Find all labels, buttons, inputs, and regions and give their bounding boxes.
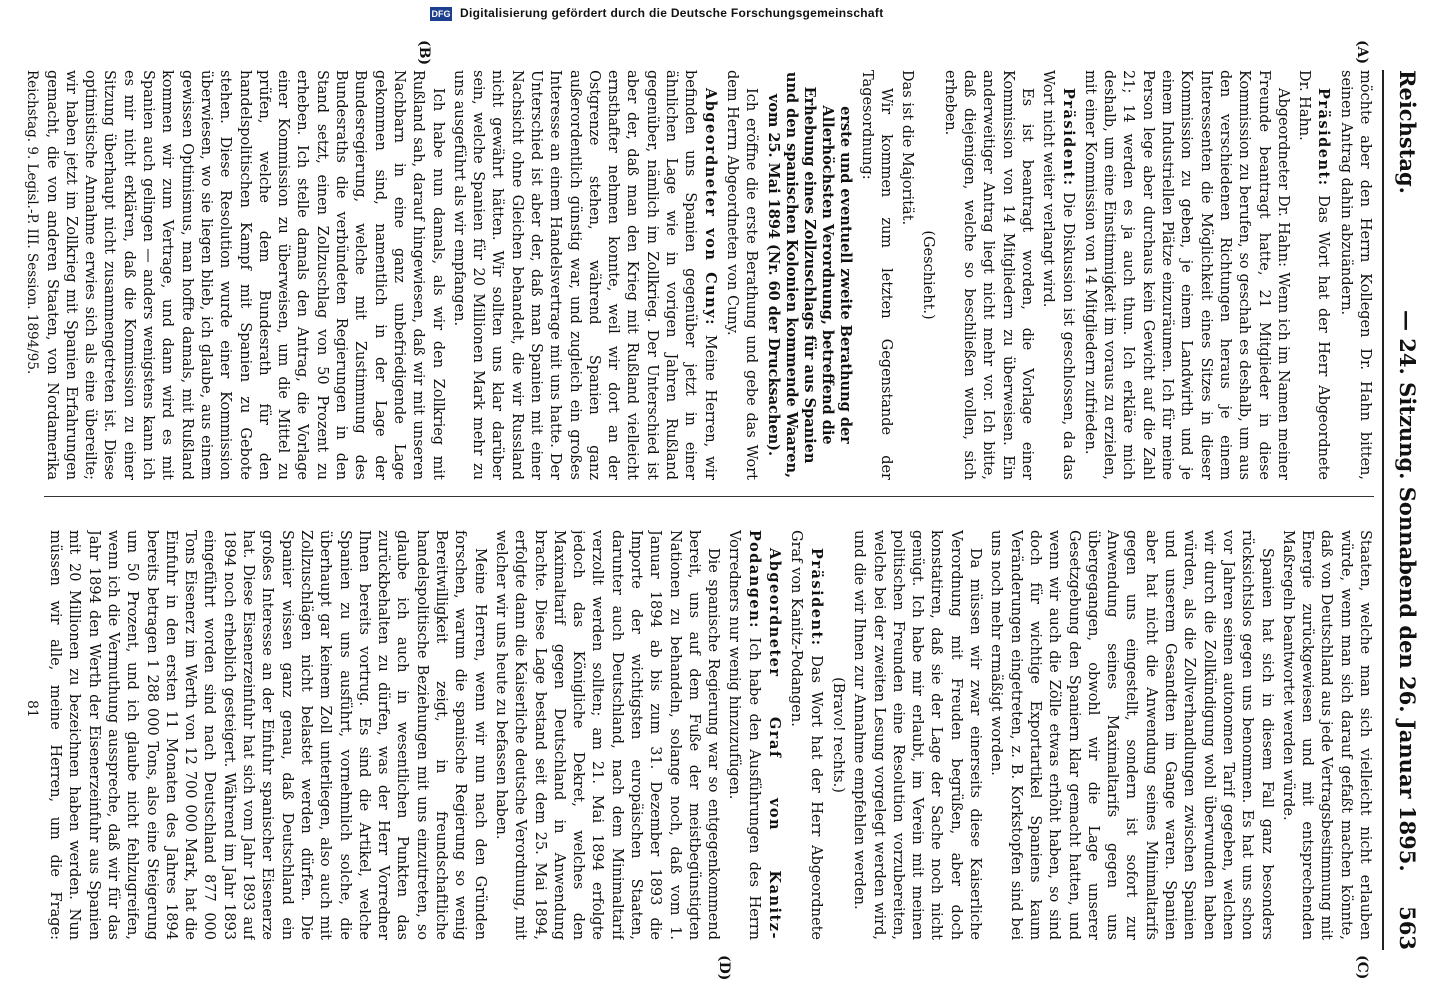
paragraph: [1038, 70, 1078, 480]
paragraph-text: Abgeordneter Dr. Hahn: Wenn ich im Namen meiner Freunde beantragt hatte, 21 Mitglieder in diese Kommission zu berufen, so geschah es deshalb, um aus den verschiedenen Richtungen heraus je einem Interessenten die Möglichkeit eines Sitzes in dieser Kommission zu geben, je einem Landwirth und je einem Industriellen Plätze einzuräumen. Ich für meine Person lege aber durchaus kein Gewicht auf die Zahl 21; 14 werden es ja auch thun. Ich erkläre mich deshalb, um eine Einstimmigkeit im voraus zu erzielen, mit einer Kommission von 14 Mitgliedern zufrieden.: [1081, 70, 1291, 480]
paragraph-text: Ich habe den Ausführungen des Herrn Vorredners nur wenig hinzuzufügen.: [726, 530, 762, 940]
paragraph: [1080, 70, 1292, 480]
margin-mark-a: (A): [1354, 40, 1370, 65]
paragraph: [491, 530, 723, 940]
paragraph-text: Staaten, welche man sich vielleicht nicht erlauben würde, wenn man sich darauf gefaßt machen könnte, daß von Deutschland aus jede Vertragsbestimmung mit Energie zurückgewiesen und mit entsprechenden Maßregeln beantwortet werden würde.: [1279, 530, 1373, 940]
paragraph: [1335, 70, 1374, 480]
header-left: Reichstag.: [1395, 70, 1420, 194]
speaker-name: Präsident:: [807, 548, 825, 647]
page-number: 563: [1395, 906, 1420, 950]
paragraph: [1278, 530, 1374, 940]
paragraph-text: möchte aber den Herrn Kollegen Dr. Hahn bitten, seinen Antrag dahin abzuändern.: [1337, 70, 1373, 480]
column-divider: [44, 496, 1374, 497]
speaker-name: Abgeordneter Graf von Kanitz-Podangen:: [745, 530, 784, 940]
paragraph: [449, 70, 720, 480]
paragraph-text: Die Diskussion ist geschlossen, da das Wort nicht weiter verlangt wird.: [1040, 70, 1076, 480]
dfg-side-label: [430, 6, 1430, 24]
paragraph-text: Da müssen wir zwar einerseits diese Kaiserliche Verordnung mit Freuden begrüßen, aber doch konstatiren, daß sie der Lage der Sache noch nicht genügt. Ich habe mir erlaubt, im Verein mit meinen politischen Freunden eine Resolution vorzubereiten, welche bei der zweiten Lesung vorgelegt werden wird, und die wir Ihnen zur Annahme empfehlen werden.: [851, 530, 984, 940]
paragraph: [939, 70, 1035, 480]
paragraph-text: Wir kommen zum letzten Gegenstande der Tagesordnung:: [858, 70, 894, 480]
dfg-label-text: Digitalisierung gefördert durch die Deutsche Forschungsgemeinschaft: [460, 6, 884, 20]
running-header: [1390, 70, 1420, 950]
paragraph: [786, 530, 826, 940]
speaker-name: Präsident:: [1059, 88, 1077, 187]
right-column: [44, 530, 1374, 940]
paragraph-text: Meine Herren, wenn wir nun nach den Gründen forschen, warum die spanische Regierung so wenig Bereitwilligkeit zeigt, in freundschaftliche handelspolitische Beziehungen mit uns einzutreten, so glaube ich auch in wesentlichen Punkten das zurückbehalten zu dürfen, was der Herr Vorredner Ihnen bereits vortrug. Es sind die Artikel, welche Spanien zu uns ausführt, vornehmlich solche, die überhaupt gar keinem Zoll unterliegen, also auch mit Zollzuschlägen nicht belastet werden dürfen. Die Spanier wissen ganz genau, daß Deutschland ein großes Interesse an der Einfuhr spanischer Eisenerze hat. Diese Eisenerzeinfuhr hat sich vom Jahr 1893 auf 1894 noch erheblich gesteigert. Während im Jahr 1893 eingeführt worden sind nach Deutschland 877 000 Tons Eisenerz im Werth von 12 700 000 Mark, hat die Einfuhr in den ersten 11 Monaten des Jahres 1894 bereits betragen 1 288 000 Tons, also eine Steigerung um 50 Prozent, und ich glaube nicht fehlzugreifen, wenn ich die Vermuthung ausspreche, daß wir für das Jahr 1894 den Werth der Eisenerzeinfuhr aus Spanien mit 20 Millionen zu bezeichnen haben werden. Nun müssen wir alle, meine Herren, um die Frage:: [47, 530, 488, 940]
paragraph: [724, 530, 784, 940]
paragraph-text: Spanien hat sich in diesem Fall ganz besonders rücksichtslos gegen uns benommen. Es hat uns schon vor Jahren seinen autonomen Tarif gegeben, welchen wir durch die Zollkündigung wohl überwunden haben würden, als die Zollverhandlungen zwischen Spanien und unserem Gesandten im Gange waren. Spanien aber hat nicht die Anwendung seines Minimaltarifs gegen uns eingestellt, sondern ist sofort zur Anwendung seines Maximaltarifs gegen uns übergegangen, obwohl wir die Lage unserer Gesetzgebung den Spaniern klar gemacht hatten, und wenn wir auch die Zölle etwas erhöht haben, so sind doch für wichtige Exportartikel Spaniens kaum Veränderungen eingetreten, z. B. Korkstopfen sind bei uns noch mehr ermäßigt worden.: [988, 530, 1275, 940]
paragraph-text: erste und eventuell zweite Berathung der Allerhöchsten Verordnung, betreffend die Erhebung eines Zollzuschlags für aus Spanien und den spanischen Kolonien kommende Waaren, vom 25. Mai 1894 (Nr. 60 der Drucksachen).: [765, 71, 855, 479]
paragraph-text: (Bravo! rechts.): [829, 677, 846, 793]
margin-mark-d: (D): [716, 955, 732, 981]
paragraph: [828, 530, 847, 940]
left-column: [44, 70, 1374, 480]
paragraph-text: Das ist die Majorität.: [899, 70, 916, 226]
paragraph: [44, 530, 489, 940]
paragraph: [897, 70, 916, 480]
header-center: — 24. Sitzung. Sonnabend den 26. Januar 1895.: [1395, 310, 1420, 872]
speaker-name: Abgeordneter von Cuny:: [701, 88, 719, 327]
paragraph: [44, 70, 447, 480]
paragraph-text: Die spanische Regierung war so entgegenkommend bereit, uns auf dem Fuße der meistbegünstigten Nationen zu behandeln, solange noch, daß vom 1. Januar 1894 ab bis zum 31. Dezember 1893 die Importe der wichtigsten europäischen Staaten, darunter auch Deutschland, nach dem Minimaltarif verzollt werden sollten; am 21. Mai 1894 erfolgte jedoch das Königliche Dekret, welches den Maximaltarif gegen Deutschland in Anwendung brachte. Diese Lage bestand seit dem 25. Mai 1894, erfolgte dann die Kaiserliche deutsche Verordnung, mit welcher wir uns heute zu befassen haben.: [492, 530, 722, 940]
margin-mark-b: (B): [416, 40, 432, 66]
paragraph: [918, 70, 937, 480]
paragraph: [1294, 70, 1334, 480]
speaker-name: Präsident:: [1315, 88, 1333, 187]
paragraph-text: Meine Herren, wir befinden uns Spanien gegenüber jetzt in einer ähnlichen Lage wie in vorigen Jahren Rußland gegenüber, nämlich im Zollkrieg. Der Unterschied ist aber der, daß man den Krieg mit Rußland vielleicht ernsthafter nehmen konnte, weil wir dort an der Ostgrenze stehen, während Spanien ganz außerordentlich günstig war, und zugleich ein großes Interesse an einem Handelsvertrage mit uns hatte. Der Unterschied ist aber der, daß man Spanien mit einer Nachsicht ohne Gleichen behandelt, die wir Russland nicht gewährt hätten. Wir sollten uns klar darüber sein, welche Spanien für 20 Millionen Mark mehr zu uns ausgeführt als wir empfangen.: [450, 70, 718, 480]
dfg-logo-icon: DFG: [431, 9, 451, 19]
paragraph: [856, 70, 895, 480]
footer-folio: 81: [24, 700, 40, 718]
paragraph: [764, 70, 854, 480]
footer-signature: Reichstag. 9. Legisl.-P. III. Session. 1894/95.: [24, 70, 40, 375]
margin-mark-c: (C): [1354, 955, 1370, 980]
paragraph-text: Das Wort hat der Herr Abgeordnete Dr. Hahn.: [1296, 70, 1332, 480]
paragraph: [849, 530, 984, 940]
header-rule: [1382, 70, 1384, 950]
paragraph-text: Es ist beantragt worden, die Vorlage einer Kommission von 14 Mitgliedern zu überweisen. Ein anderweitiger Antrag liegt nicht mehr vor. Ich bitte, daß diejenigen, welche so beschließen wollen, sich erheben.: [941, 70, 1035, 480]
paragraph: [986, 530, 1275, 940]
paragraph-text: Ich eröffne die erste Berathung und gebe das Wort dem Herrn Abgeordneten von Cuny.: [723, 70, 760, 480]
paragraph: [722, 70, 761, 480]
paragraph-text: (Geschieht.): [920, 230, 937, 320]
paragraph-text: Ich habe nun damals, als wir den Zollkrieg mit Rußland sah, darauf hingewiesen, daß wir mit unseren Nachbarn in eine ganz unbefriedigende Lage gekommen sind, namentlich in der Lage der Bundesregierung, welche mit Zustimmung des Bundesraths die verbündeten Regierungen in den Stand setzt, einen Zollzuschlag von 50 Prozent zu erheben. Ich stelle damals den Antrag, die Vorlage einer Kommission zu überweisen, um die Mittel zu prüfen, welche dem Bundesrath für den handelspolitischen Kampf mit Spanien zu Gebote stehen. Diese Resolution wurde einer Kommission überwiesen, wo sie liegen blieb, ich glaube, aus einem gewissen Optimismus, man hoffte damals, mit Rußland kommen wir zum Vertrage, und dann wird es mit Spanien auch gelingen — anders wenigstens kann ich es mir nicht erklären, daß die Kommission zu einer Sitzung überhaupt nicht zusammengetreten ist. Diese optimistische Annahme erwies sich als eine übereilte; wir haben jetzt im Zollkrieg mit Spanien Erfahrungen gemacht, die von anderen Staaten, von Nordamerika: [44, 70, 446, 480]
paragraph-text: Das Wort hat der Herr Abgeordnete Graf von Kanitz-Podangen.: [788, 530, 824, 940]
